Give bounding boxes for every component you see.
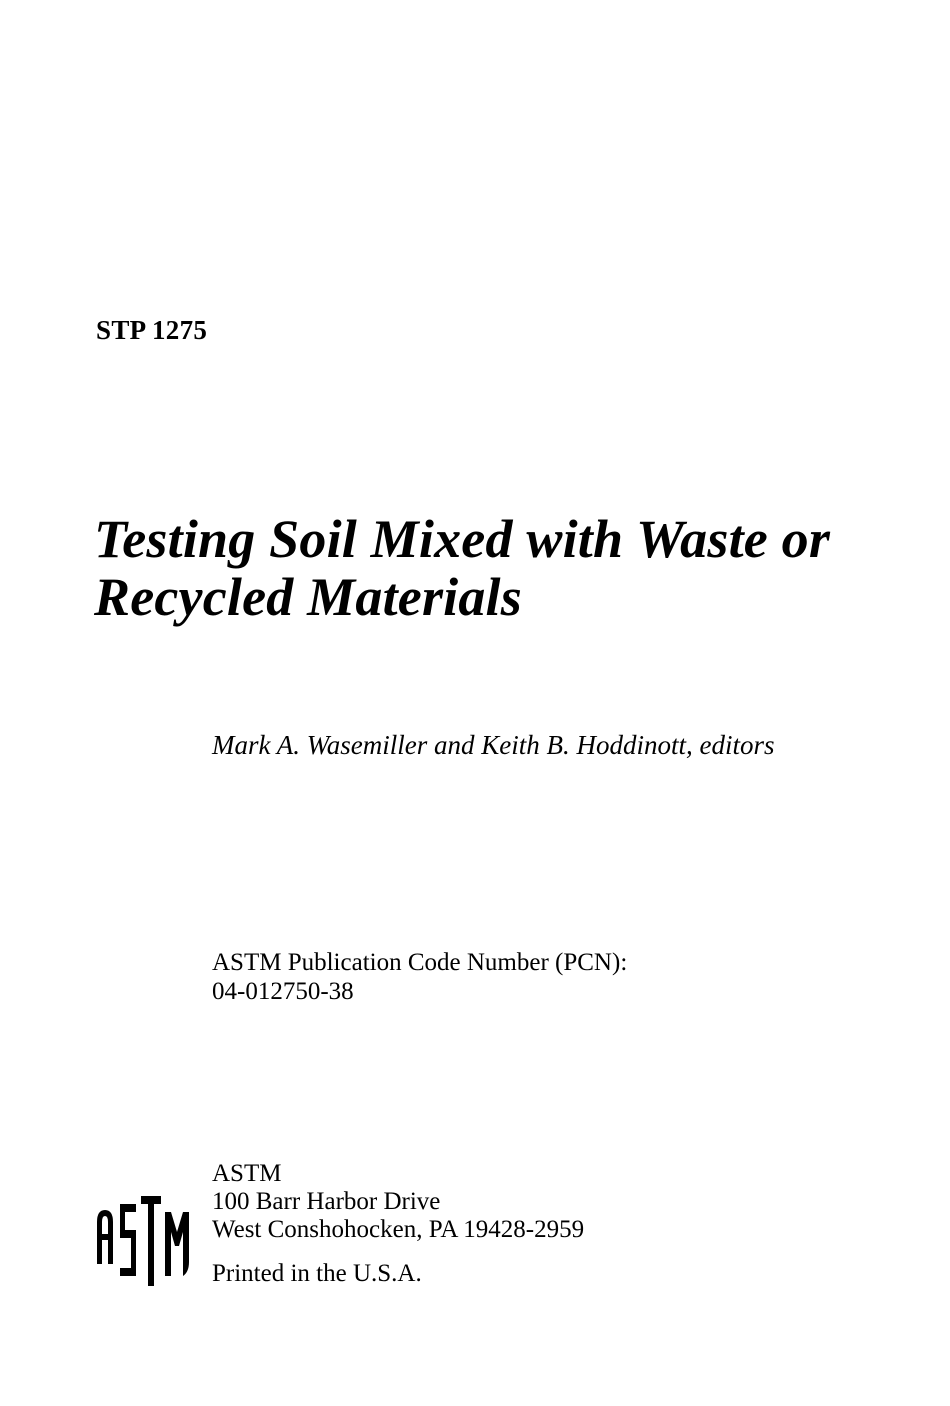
- pcn-label: ASTM Publication Code Number (PCN):: [212, 949, 628, 976]
- pcn-code: 04-012750-38: [212, 978, 354, 1005]
- book-title: [94, 510, 830, 626]
- astm-logo-icon: [95, 1192, 195, 1290]
- book-title-line-1: Testing Soil Mixed with Waste or: [94, 509, 831, 569]
- publication-code-block: [212, 948, 627, 1006]
- publisher-street: 100 Barr Harbor Drive: [212, 1188, 441, 1215]
- series-number: STP 1275: [96, 315, 208, 345]
- book-title-line-2: Recycled Materials: [94, 567, 522, 627]
- publisher-address: [212, 1160, 584, 1288]
- publisher-city: West Conshohocken, PA 19428-2959: [212, 1216, 585, 1243]
- publisher-name: ASTM: [212, 1160, 282, 1187]
- editors-line: Mark A. Wasemiller and Keith B. Hoddinott, editors: [212, 730, 775, 760]
- printed-in: Printed in the U.S.A.: [212, 1260, 422, 1287]
